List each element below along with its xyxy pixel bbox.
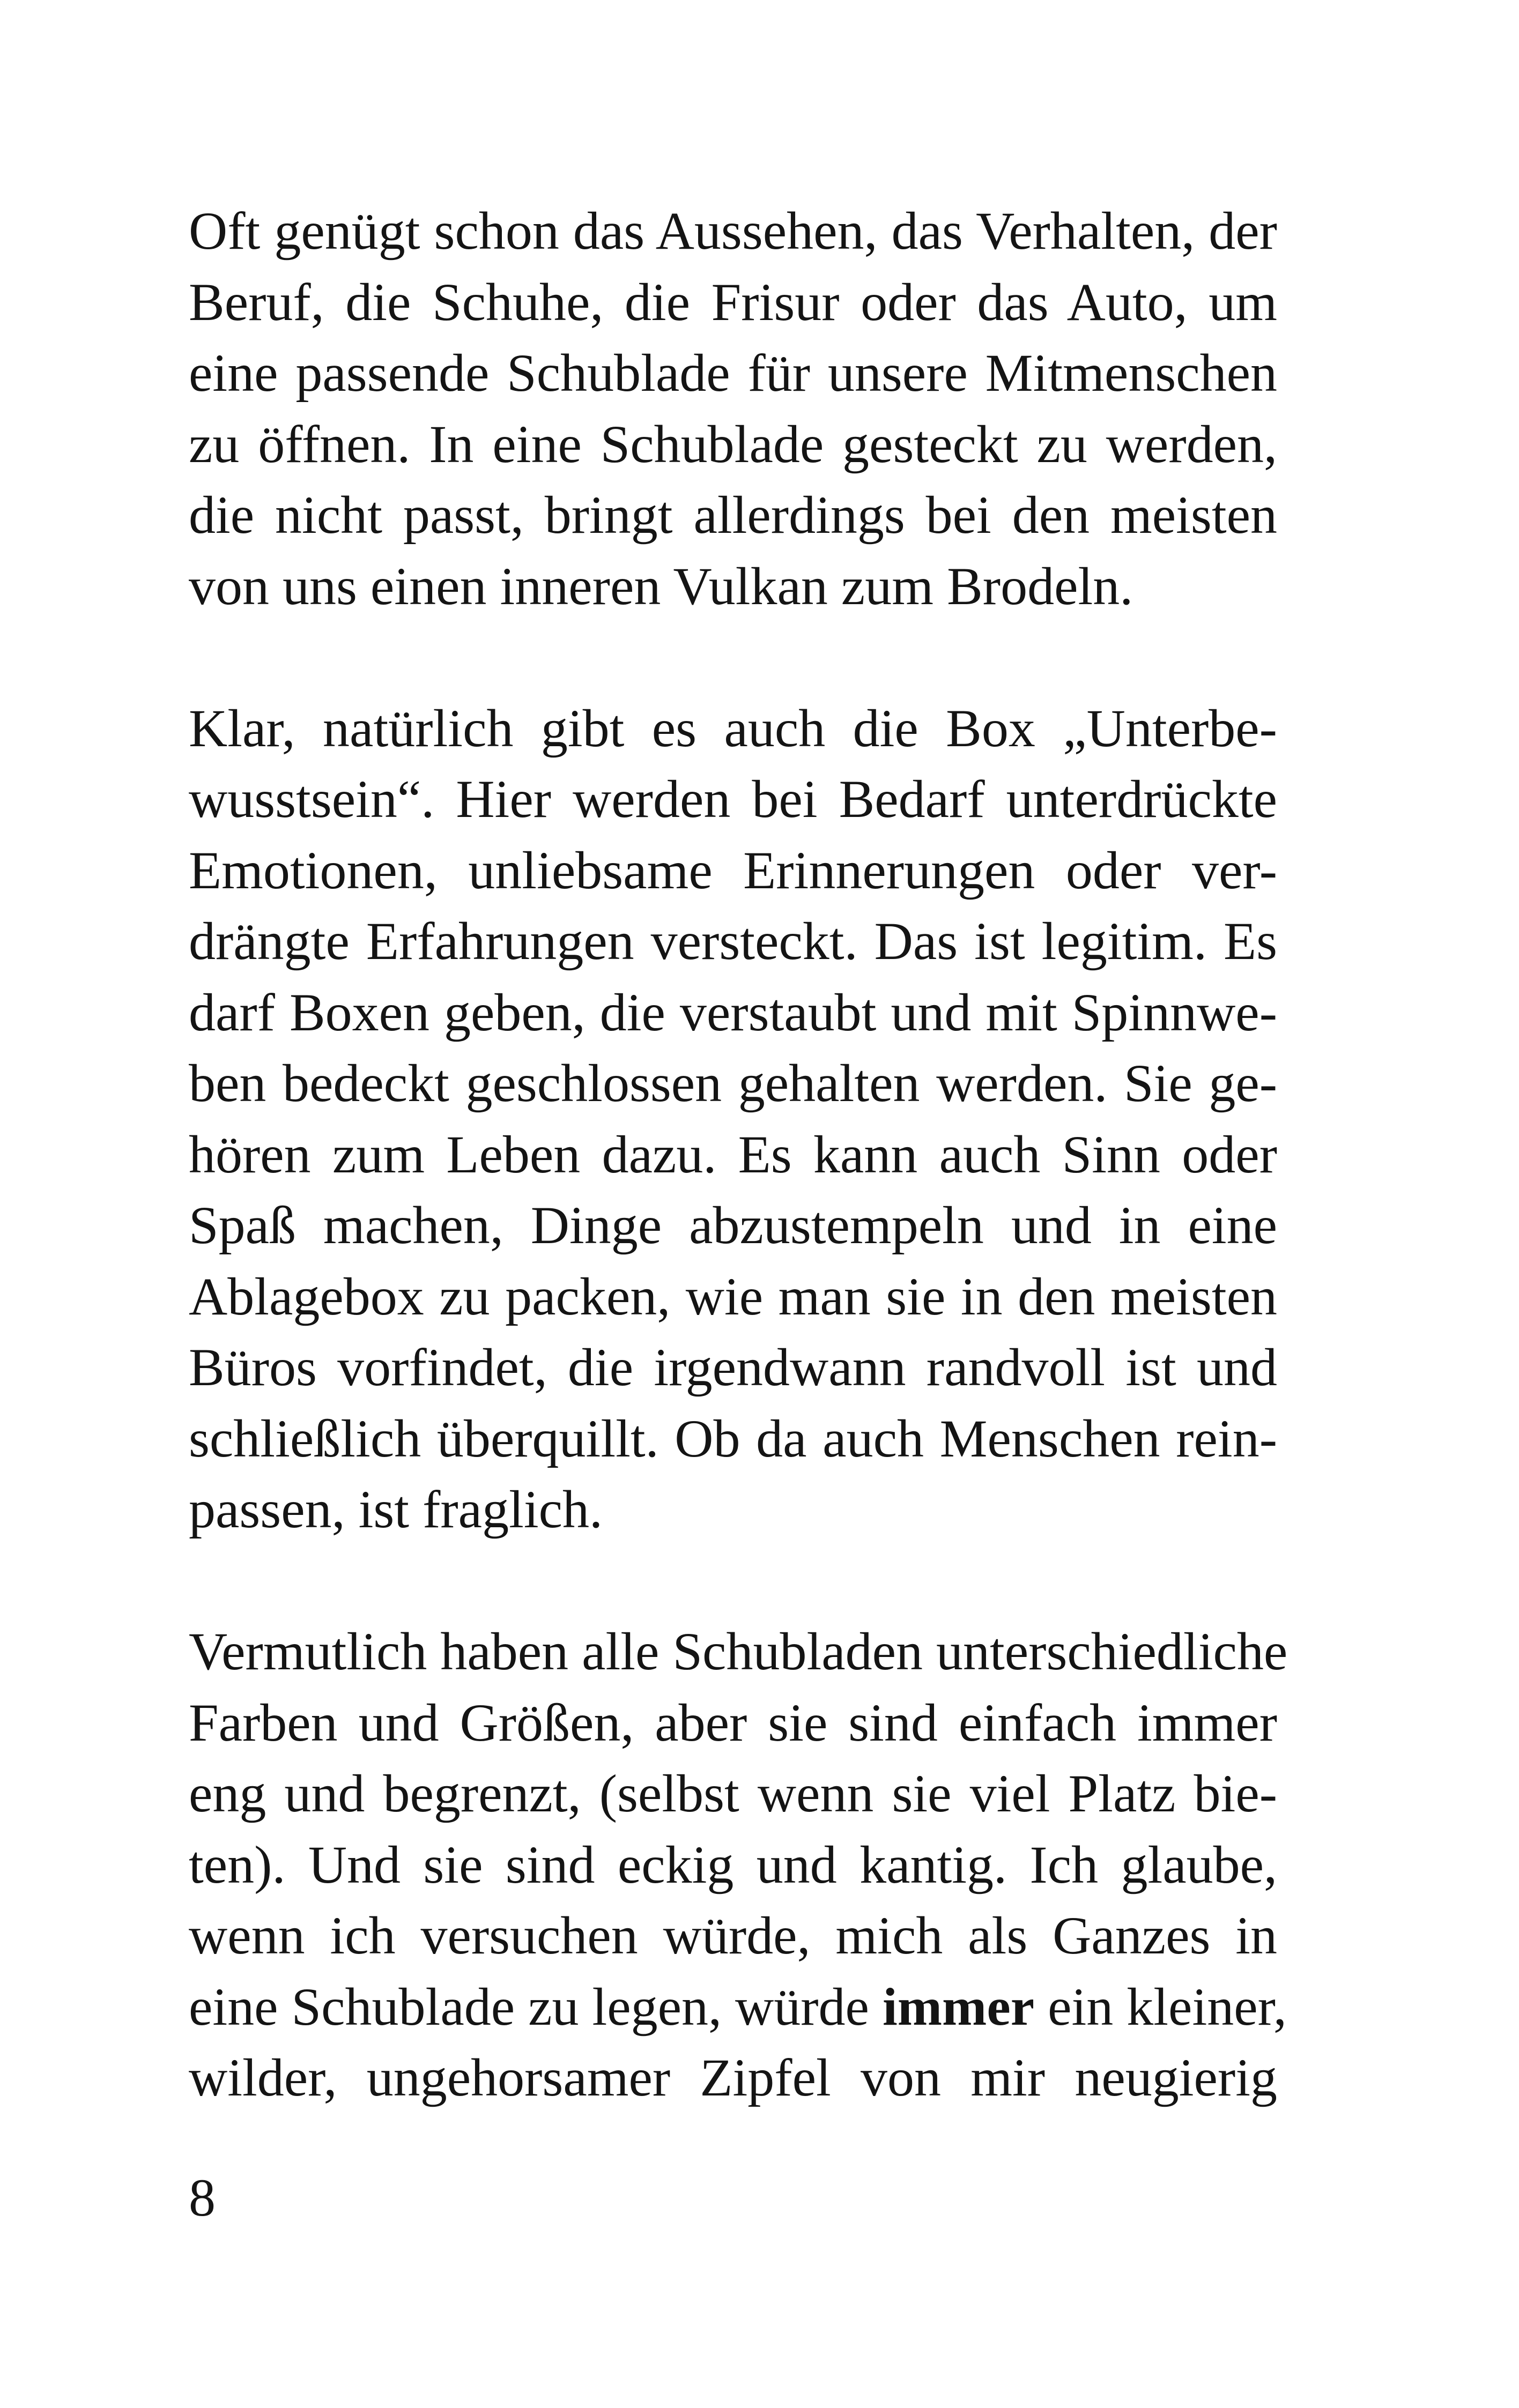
text-line: Klar, natürlich gibt es auch die Box „Unterbe-: [189, 698, 1277, 758]
page-number: 8: [189, 2168, 216, 2227]
text-line: hören zum Leben dazu. Es kann auch Sinn oder: [189, 1124, 1277, 1184]
text-line: darf Boxen geben, die verstaubt und mit Spinnwe-: [189, 982, 1277, 1042]
text-line: Beruf, die Schuhe, die Frisur oder das Auto, um: [189, 272, 1277, 332]
paragraph-2: [189, 693, 1277, 1545]
text-line: Emotionen, unliebsame Erinnerungen oder ver-: [189, 840, 1277, 900]
text-line: drängte Erfahrungen versteckt. Das ist legitim. Es: [189, 911, 1277, 971]
text-line: wilder, ungehorsamer Zipfel von mir neugierig: [189, 2048, 1277, 2107]
text-line: ben bedeckt geschlossen gehalten werden. Sie ge-: [189, 1053, 1277, 1113]
text-line: zu öffnen. In eine Schublade gesteckt zu werden,: [189, 414, 1277, 474]
text-line: schließlich überquillt. Ob da auch Menschen rein-: [189, 1408, 1277, 1468]
paragraph-1: [189, 196, 1277, 622]
text-line: von uns einen inneren Vulkan zum Brodeln.: [189, 556, 1133, 616]
text-line: Büros vorfindet, die irgendwann randvoll ist und: [189, 1337, 1277, 1397]
text-line: Spaß machen, Dinge abzustempeln und in eine: [189, 1195, 1277, 1255]
text-line: passen, ist fraglich.: [189, 1480, 603, 1539]
text-fragment: eine Schublade zu legen, würde: [189, 1976, 883, 2037]
paragraph-3: [189, 1616, 1288, 2114]
text-line: Farben und Größen, aber sie sind einfach immer: [189, 1692, 1277, 1752]
text-line: Ablagebox zu packen, wie man sie in den meisten: [189, 1266, 1277, 1326]
body-text: [189, 196, 1288, 2114]
text-line: ten). Und sie sind eckig und kantig. Ich glaube,: [189, 1834, 1277, 1894]
emphasis-word: immer: [882, 1976, 1035, 2037]
text-line: die nicht passt, bringt allerdings bei den meisten: [189, 485, 1277, 545]
text-line: eine passende Schublade für unsere Mitmenschen: [189, 343, 1277, 403]
text-line: wenn ich versuchen würde, mich als Ganzes in: [189, 1906, 1277, 1965]
text-line: eng und begrenzt, (selbst wenn sie viel Platz bie-: [189, 1764, 1277, 1823]
text-line: Oft genügt schon das Aussehen, das Verhalten, der: [189, 201, 1277, 261]
text-line-with-emphasis: [189, 1972, 1287, 2043]
text-line: wusstsein“. Hier werden bei Bedarf unterdrückte: [189, 769, 1277, 829]
text-fragment: ein kleiner,: [1034, 1976, 1287, 2037]
text-line: Vermutlich haben alle Schubladen unterschiedliche: [189, 1622, 1288, 1681]
